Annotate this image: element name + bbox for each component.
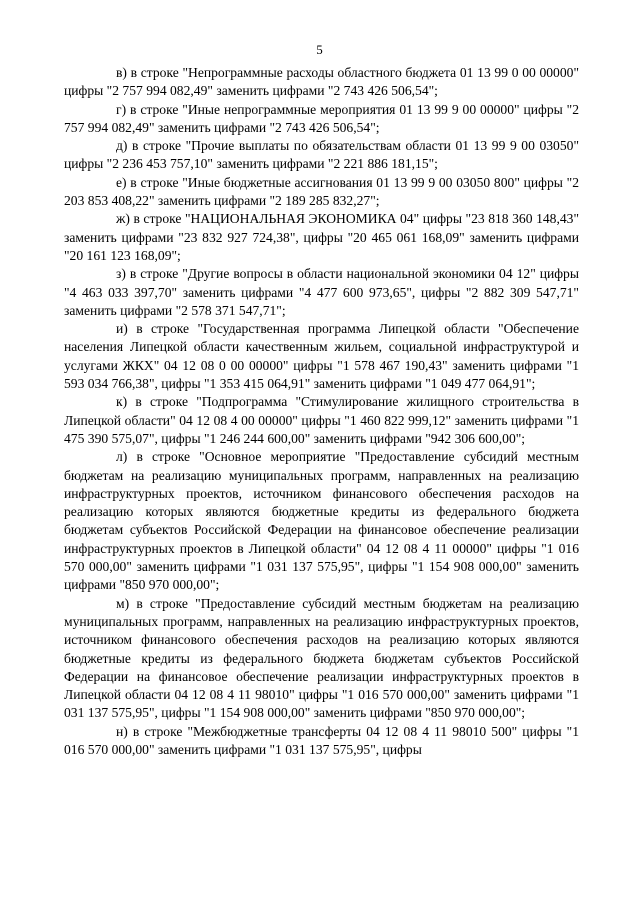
paragraph-g: г) в строке "Иные непрограммные мероприятия 01 13 99 9 00 00000" цифры "2 757 994 082,49" заменить цифрами "2 743 426 506,54"; [64, 101, 579, 135]
paragraph-v: в) в строке "Непрограммные расходы областного бюджета 01 13 99 0 00 00000" цифры "2 757 994 082,49" заменить цифрами "2 743 426 506,54"; [64, 65, 579, 99]
paragraph-l: л) в строке "Основное мероприятие "Предоставление субсидий местным бюджетам на реализацию муниципальных программ, направленных на реализацию инфраструктурных проектов, источником финансового обеспечения расходов на реализацию которых являются бюджетные кредиты из федерального бюджета бюджетам субъектов Российской Федерации на финансовое обеспечение реализации инфраструктурных проектов в Липецкой области" 04 12 08 4 11 00000" цифры "1 016 570 000,00" заменить цифрами "1 031 137 575,95", цифры "1 154 908 000,00" заменить цифрами "850 970 000,00"; [64, 449, 579, 593]
paragraph-k: к) в строке "Подпрограмма "Стимулирование жилищного строительства в Липецкой области" 04 12 08 4 00 00000" цифры "1 460 822 999,12" заменить цифрами "1 475 390 575,07", цифры "1 246 244 600,00" заменить цифрами "942 306 600,00"; [64, 394, 579, 446]
page-number: 5 [316, 42, 323, 57]
paragraph-e: е) в строке "Иные бюджетные ассигнования 01 13 99 9 00 03050 800" цифры "2 203 853 408,22" заменить цифрами "2 189 285 832,27"; [64, 174, 579, 209]
paragraph-i: и) в строке "Государственная программа Липецкой области "Обеспечение населения Липецкой области качественным жильем, социальной инфраструктурой и услугами ЖКХ" 04 12 08 0 00 00000" цифры "1 578 467 190,43" заменить цифрами "1 593 034 766,38", цифры "1 353 415 064,91" заменить цифрами "1 049 477 064,91"; [64, 321, 579, 392]
paragraph-d: д) в строке "Прочие выплаты по обязательствам области 01 13 99 9 00 03050" цифры "2 236 453 757,10" заменить цифрами "2 221 886 181,15"; [64, 138, 579, 172]
paragraph-zh: ж) в строке "НАЦИОНАЛЬНАЯ ЭКОНОМИКА 04" цифры "23 818 360 148,43" заменить цифрами "23 832 927 724,38", цифры "20 465 061 168,09" заменить цифрами "20 161 123 168,09"; [64, 211, 579, 263]
document-body [64, 64, 579, 759]
paragraph-n: н) в строке "Межбюджетные трансферты 04 12 08 4 11 98010 500" цифры "1 016 570 000,00" заменить цифрами "1 031 137 575,95", цифры [64, 723, 579, 757]
paragraph-z: з) в строке "Другие вопросы в области национальной экономики 04 12" цифры "4 463 033 397,70" заменить цифрами "4 477 600 973,65", цифры "2 882 309 547,71" заменить цифрами "2 578 371 547,71"; [64, 266, 579, 318]
paragraph-m: м) в строке "Предоставление субсидий местным бюджетам на реализацию муниципальных программ, направленных на реализацию инфраструктурных проектов, источником финансового обеспечения расходов на реализацию которых являются бюджетные кредиты из федерального бюджета бюджетам субъектов Российской Федерации на финансовое обеспечение реализации инфраструктурных проектов в Липецкой области 04 12 08 4 11 98010" цифры "1 016 570 000,00" заменить цифрами "1 031 137 575,95", цифры "1 154 908 000,00" заменить цифрами "850 970 000,00"; [64, 595, 579, 721]
